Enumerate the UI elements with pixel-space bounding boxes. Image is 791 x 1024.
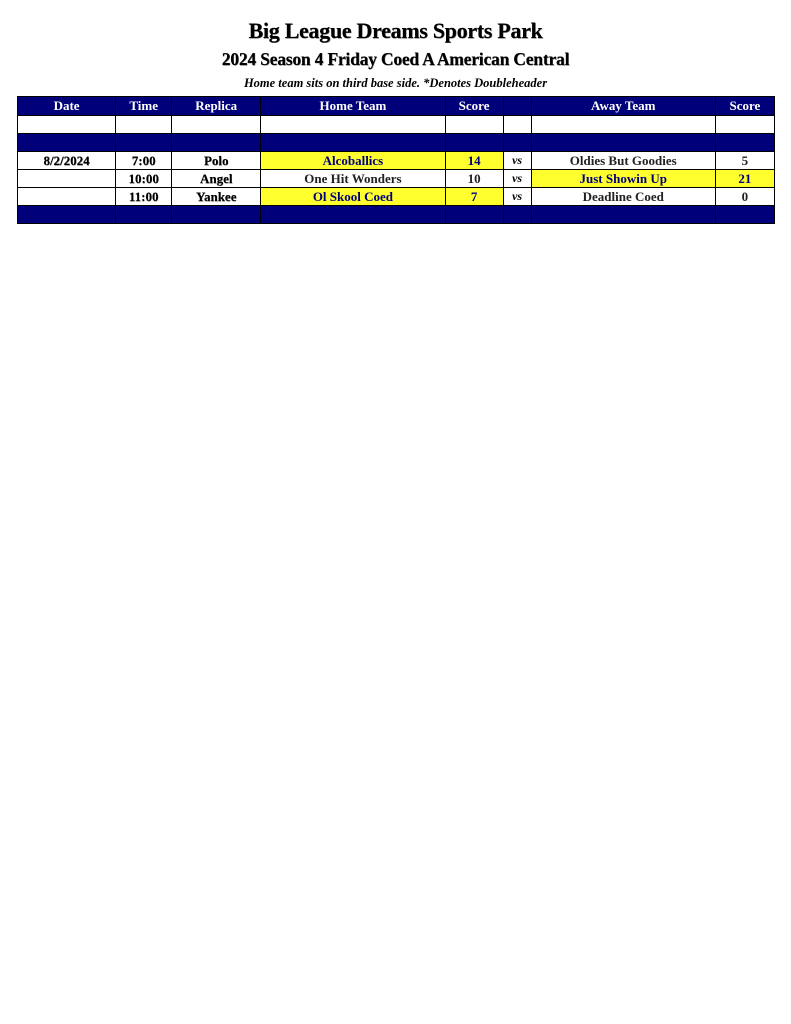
column-header-away-team: Away Team: [531, 97, 715, 116]
away-score: 0: [715, 188, 774, 206]
table-header-row: [18, 97, 775, 116]
away-team: Deadline Coed: [531, 188, 715, 206]
vs-label: vs: [503, 170, 531, 188]
column-header-home-team: Home Team: [261, 97, 445, 116]
game-date: [18, 188, 116, 206]
away-score: 5: [715, 152, 774, 170]
vs-label: vs: [503, 188, 531, 206]
column-header-vs: [503, 97, 531, 116]
home-score: 7: [445, 188, 503, 206]
blank-row: [18, 116, 775, 134]
separator-row: [18, 206, 775, 224]
game-replica: Yankee: [172, 188, 261, 206]
vs-label: vs: [503, 152, 531, 170]
page-subtitle: 2024 Season 4 Friday Coed A American Central: [221, 49, 570, 69]
game-time: 10:00: [116, 170, 172, 188]
game-time: 7:00: [116, 152, 172, 170]
column-header-date: Date: [18, 97, 116, 116]
column-header-away-score: Score: [715, 97, 774, 116]
game-time: 11:00: [116, 188, 172, 206]
page-title: Big League Dreams Sports Park: [248, 18, 543, 43]
game-date: [18, 170, 116, 188]
table-row-game-2: [18, 170, 775, 188]
column-header-home-score: Score: [445, 97, 503, 116]
home-team: Ol Skool Coed: [261, 188, 445, 206]
away-team: Oldies But Goodies: [531, 152, 715, 170]
schedule-table: [17, 96, 775, 224]
home-score: 14: [445, 152, 503, 170]
game-date: 8/2/2024: [18, 152, 116, 170]
column-header-replica: Replica: [172, 97, 261, 116]
game-replica: Angel: [172, 170, 261, 188]
home-team: One Hit Wonders: [261, 170, 445, 188]
schedule-note: Home team sits on third base side. *Denotes Doubleheader: [243, 76, 548, 90]
home-score: 10: [445, 170, 503, 188]
column-header-time: Time: [116, 97, 172, 116]
game-replica: Polo: [172, 152, 261, 170]
away-score: 21: [715, 170, 774, 188]
table-row-game-3: [18, 188, 775, 206]
home-team: Alcoballics: [261, 152, 445, 170]
separator-row: [18, 134, 775, 152]
away-team: Just Showin Up: [531, 170, 715, 188]
table-row-game-1: [18, 152, 775, 170]
